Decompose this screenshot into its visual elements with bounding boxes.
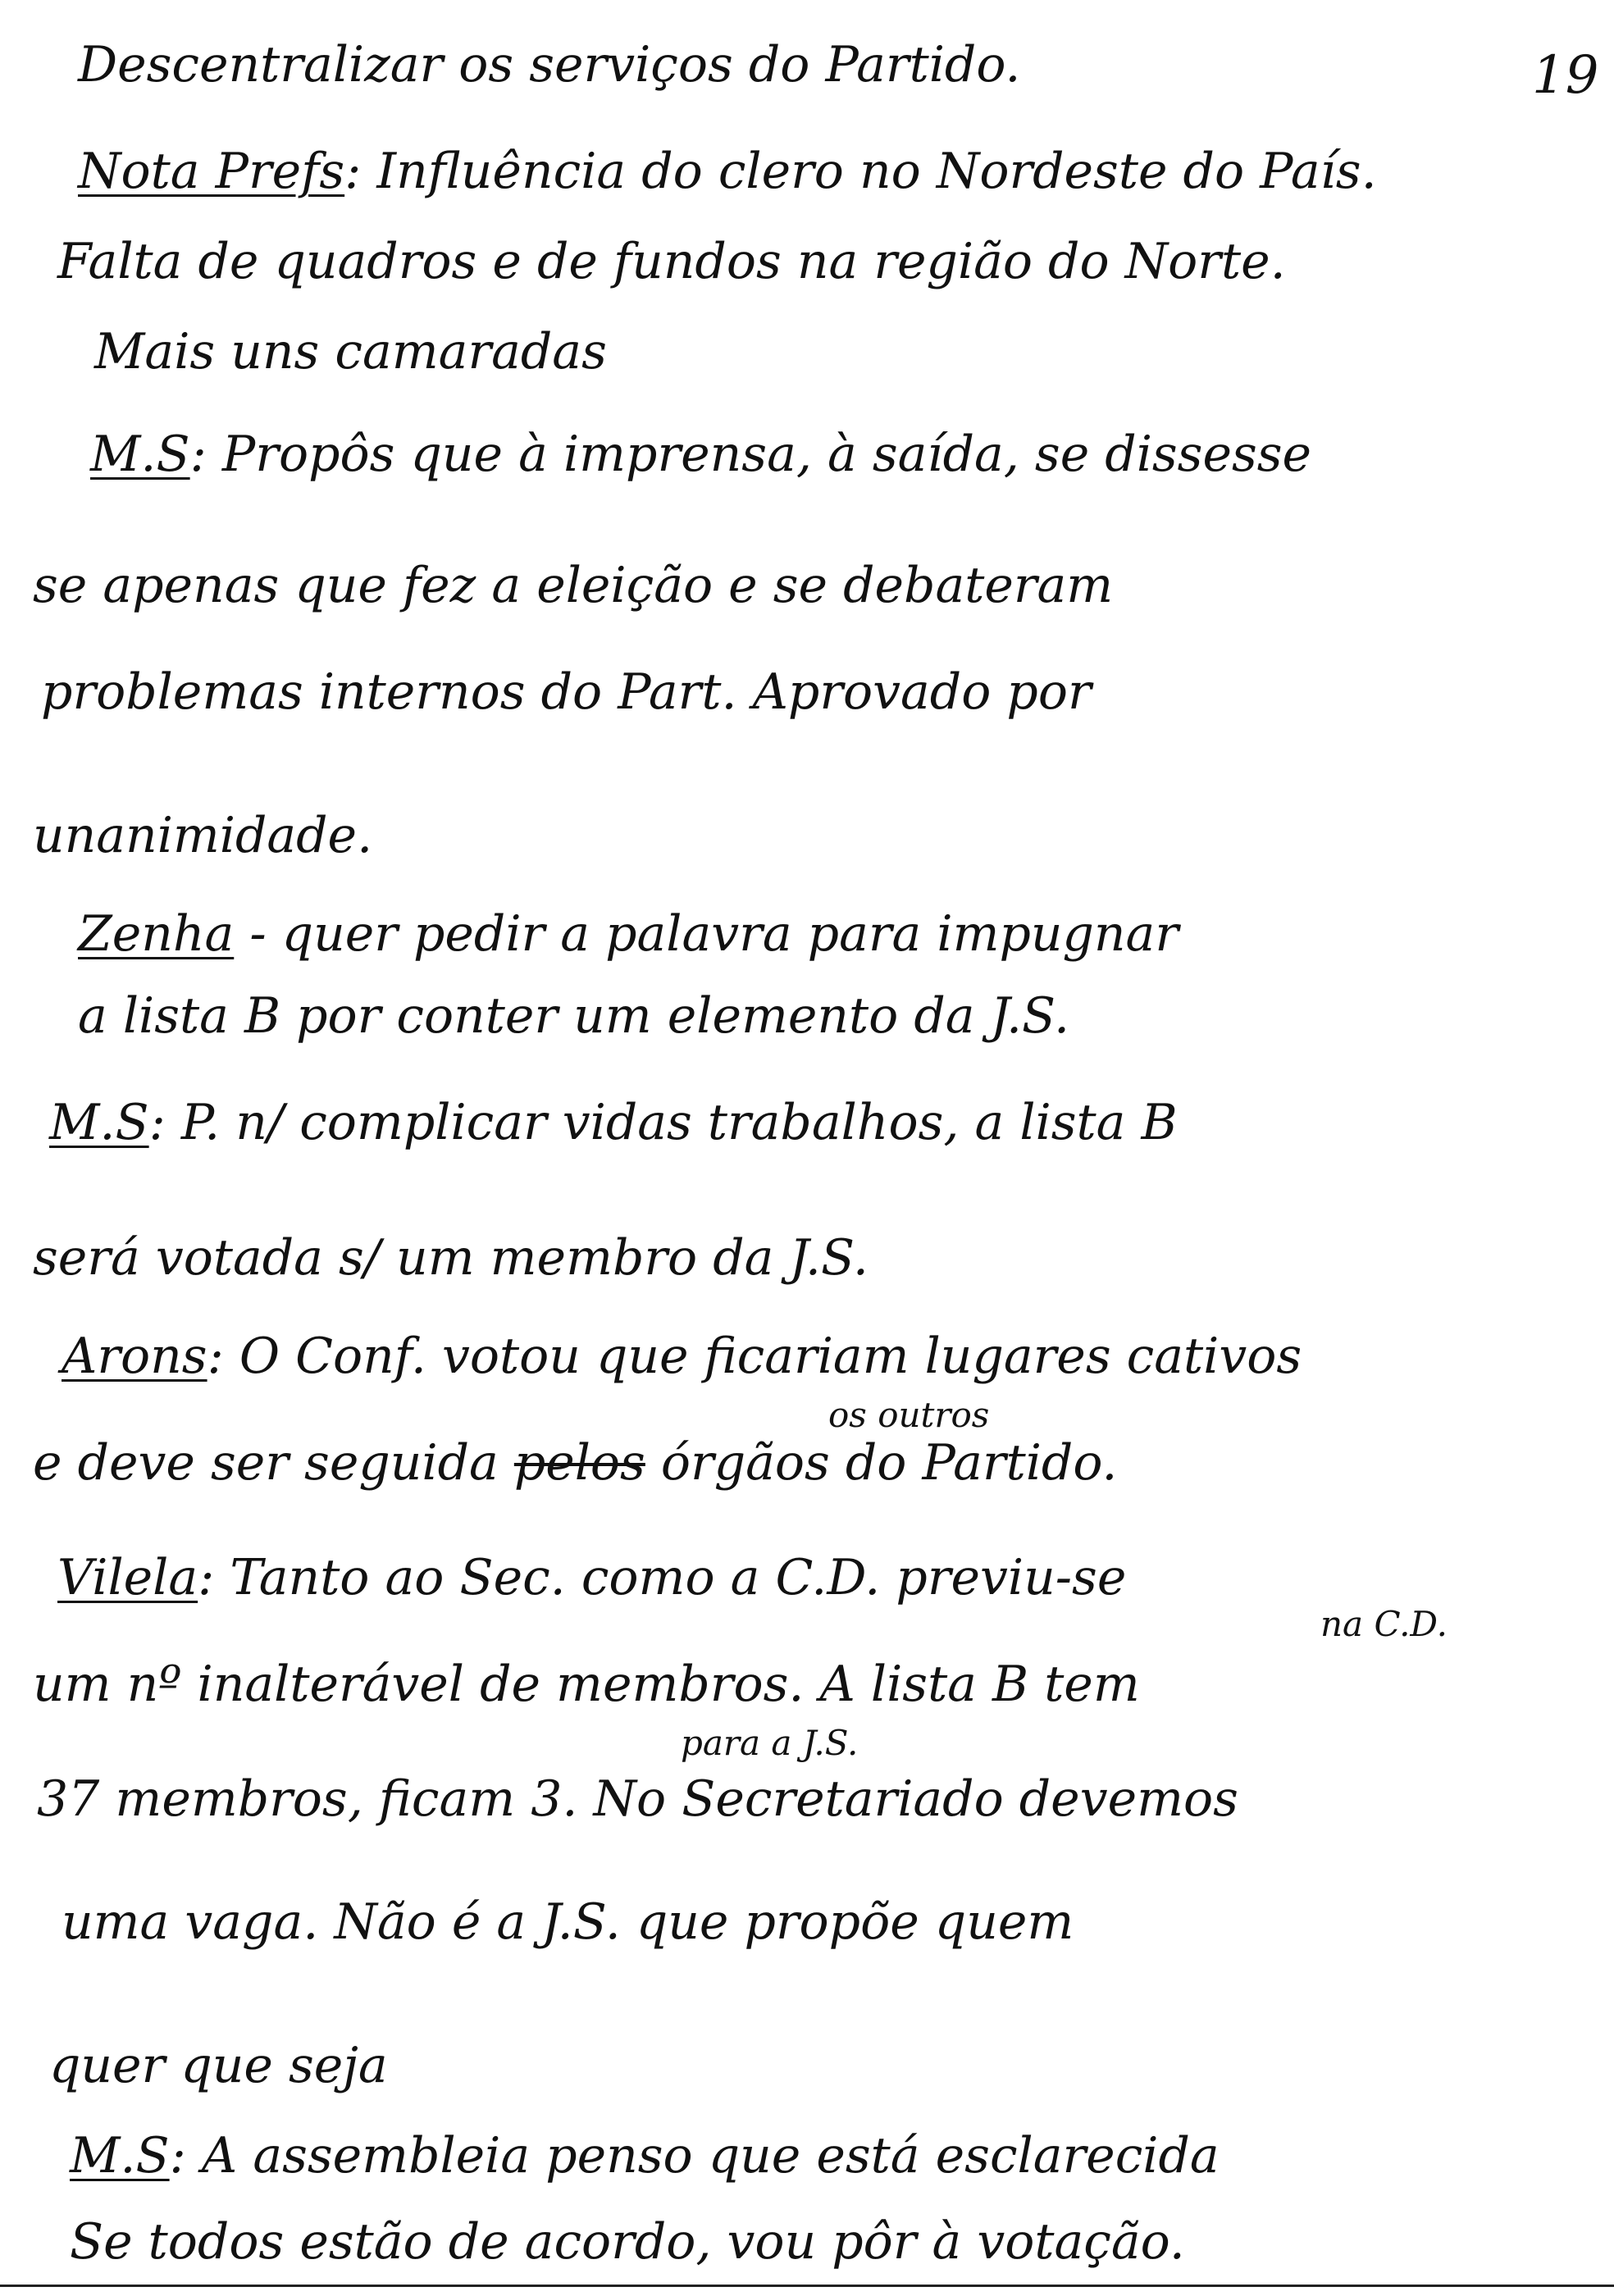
speaker-name: Zenha [78, 905, 235, 963]
line-text: se apenas que fez a eleição e se debateram [33, 557, 1114, 614]
inserted-text: na C.D. [1320, 1604, 1448, 1644]
line-text: problemas internos do Part. Aprovado por [41, 663, 1092, 721]
speaker-name: M.S [49, 1094, 149, 1151]
handwritten-line [62, 1328, 1302, 1385]
handwritten-line [37, 1771, 1238, 1828]
struck-word: pelos [513, 1434, 645, 1492]
line-text: : Tanto ao Sec. como a C.D. previu-se [198, 1549, 1127, 1606]
handwritten-line [57, 234, 1286, 290]
handwritten-line [94, 324, 607, 380]
speaker-name: Nota Prefs [78, 143, 345, 200]
line-text: : O Conf. votou que ficariam lugares cativos [207, 1328, 1302, 1385]
handwritten-line [70, 2128, 1220, 2184]
line-text: : P. n/ complicar vidas trabalhos, a lista B [148, 1094, 1178, 1151]
speaker-name: Arons [62, 1328, 207, 1385]
line-text: Falta de quadros e de fundos na região do Norte. [57, 233, 1286, 290]
line-text: e deve ser seguida [33, 1434, 514, 1492]
line-text: será votada s/ um membro da J.S. [33, 1229, 869, 1287]
line-text: 37 membros, ficam 3. No Secretariado devemos [37, 1770, 1238, 1828]
line-text: : Propôs que à imprensa, à saída, se dissesse [189, 426, 1312, 483]
page-number: 19 [1532, 45, 1599, 106]
line-text: Mais uns camaradas [94, 323, 607, 380]
handwritten-line [33, 808, 372, 864]
line-text: : Influência do clero no Nordeste do País. [344, 143, 1377, 200]
handwritten-line [33, 1656, 1140, 1713]
line-text: Descentralizar os serviços do Partido. [78, 36, 1021, 93]
handwritten-line [78, 37, 1020, 93]
line-text: - quer pedir a palavra para impugnar [234, 905, 1179, 963]
line-text: a lista B por conter um elemento da J.S. [78, 987, 1070, 1045]
handwritten-line [33, 558, 1113, 614]
handwritten-line [33, 1435, 1117, 1492]
speaker-name: M.S [90, 426, 190, 483]
inserted-text: para a J.S. [681, 1723, 859, 1763]
line-text: Se todos estão de acordo, vou pôr à votação. [70, 2213, 1185, 2271]
inserted-text: os outros [828, 1395, 990, 1435]
handwritten-line [70, 2214, 1185, 2271]
page-bottom-edge [0, 2285, 1614, 2287]
handwritten-line [33, 1230, 869, 1287]
handwritten-line [90, 426, 1311, 483]
line-text: um nº inalterável de membros. A lista B tem [33, 1656, 1140, 1713]
line-text: unanimidade. [33, 807, 373, 864]
handwritten-line [41, 664, 1092, 721]
handwritten-line [78, 906, 1179, 963]
handwritten-line [78, 988, 1069, 1045]
handwritten-line [62, 1894, 1074, 1951]
handwritten-line [78, 144, 1377, 200]
handwritten-line [49, 1095, 1178, 1151]
handwritten-line [49, 2038, 388, 2094]
speaker-name: Vilela [57, 1549, 198, 1606]
speaker-name: M.S [70, 2127, 170, 2184]
line-text: órgãos do Partido. [645, 1434, 1118, 1492]
line-text: uma vaga. Não é a J.S. que propõe quem [62, 1893, 1074, 1951]
handwritten-line [57, 1550, 1126, 1606]
line-text: : A assembleia penso que está esclarecida [169, 2127, 1220, 2184]
line-text: quer que seja [49, 2037, 388, 2094]
